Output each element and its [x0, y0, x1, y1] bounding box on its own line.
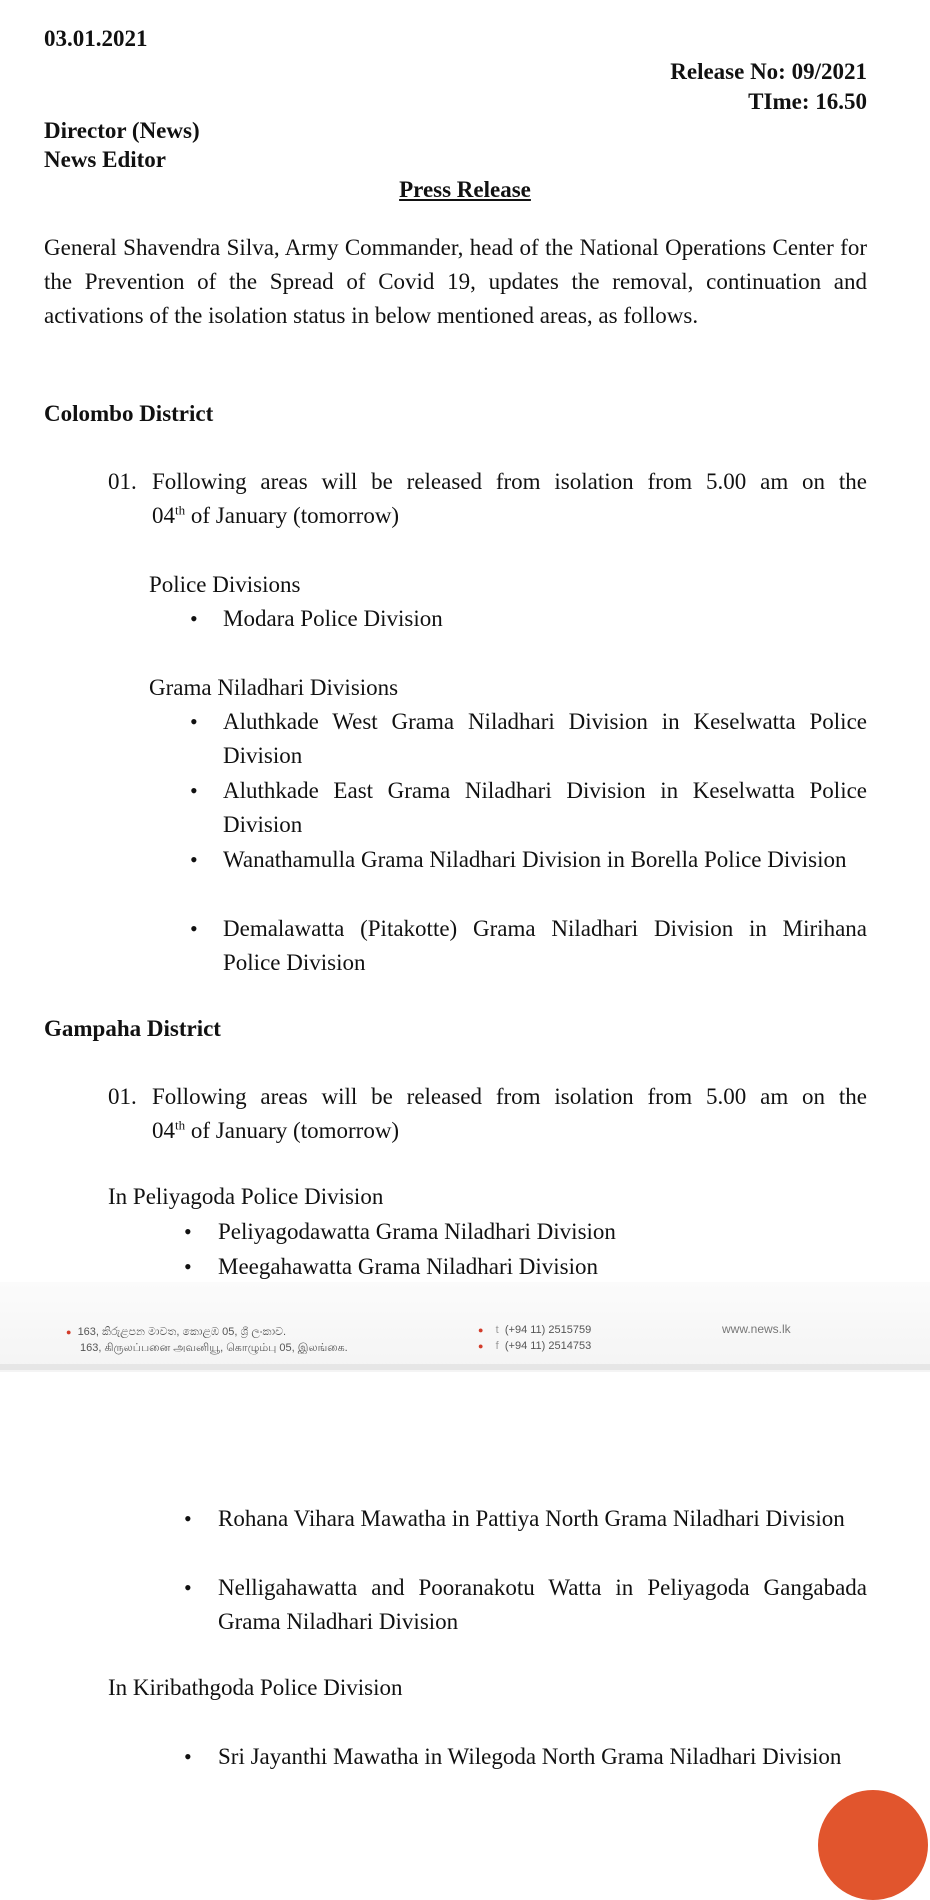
page-divider [0, 1364, 930, 1370]
phone-icon: ● [478, 1325, 484, 1335]
colombo-item-text-line1: Following areas will be released from isolation from 5.00 am on the [152, 469, 867, 494]
colombo-heading: Colombo District [44, 401, 214, 426]
page-title: Press Release [399, 177, 531, 202]
fax-label: f [495, 1340, 499, 1352]
list-item: Aluthkade West Grama Niladhari Division in Keselwatta Police Division [223, 709, 867, 768]
release-date: 03.01.2021 [44, 26, 148, 51]
footer-address-tamil: 163, கிருலப்பனை அவனியூ, கொழும்பு 05, இலங்கை. [80, 1342, 348, 1354]
bullet-icon: • [190, 916, 198, 941]
bullet-icon: • [190, 847, 198, 872]
gampaha-item-text-line2 [152, 1114, 399, 1148]
intro-paragraph: General Shavendra Silva, Army Commander, head of the National Operations Center for the Prevention of the Spread of Covid 19, updates the removal, continuation and activations of the isolation status in below mentioned areas, as follows. [44, 235, 867, 328]
list-item: Wanathamulla Grama Niladhari Division in Borella Police Division [223, 847, 847, 872]
list-item: Sri Jayanthi Mawatha in Wilegoda North Grama Niladhari Division [218, 1744, 842, 1769]
footer-contacts [478, 1322, 591, 1354]
date-day: 04 [152, 1118, 175, 1143]
recipient-editor: News Editor [44, 147, 167, 172]
bullet-icon: • [190, 709, 198, 734]
bullet-icon: • [190, 606, 198, 631]
footer-address-sinhala: 163, කිරුළපන මාවත, කොළඹ 05, ශ්‍රී ලංකාව. [77, 1326, 287, 1338]
bullet-icon: • [184, 1575, 192, 1600]
footer-address [66, 1324, 348, 1356]
date-day: 04 [152, 503, 175, 528]
kiribathgoda-label: In Kiribathgoda Police Division [108, 1675, 403, 1700]
bullet-icon: ● [66, 1327, 72, 1337]
list-item: Meegahawatta Grama Niladhari Division [218, 1254, 599, 1279]
footer-telephone: (+94 11) 2515759 [504, 1324, 592, 1336]
release-number: Release No: 09/2021 [670, 59, 867, 84]
bullet-icon: • [184, 1506, 192, 1531]
bullet-icon: • [190, 778, 198, 803]
gampaha-heading: Gampaha District [44, 1016, 221, 1041]
gampaha-item-text-line1: Following areas will be released from isolation from 5.00 am on the [152, 1084, 867, 1109]
date-rest: of January (tomorrow) [185, 503, 400, 528]
footer-fax: (+94 11) 2514753 [504, 1340, 592, 1352]
fax-icon: ● [478, 1341, 484, 1351]
footer-website[interactable]: www.news.lk [722, 1322, 791, 1336]
tel-label: t [495, 1324, 499, 1336]
release-time: TIme: 16.50 [748, 89, 867, 114]
colombo-item-number: 01. [108, 469, 137, 494]
date-suffix: th [175, 502, 186, 518]
list-item: Peliyagodawatta Grama Niladhari Division [218, 1219, 616, 1244]
bullet-icon: • [184, 1254, 192, 1279]
bullet-icon: • [184, 1219, 192, 1244]
gampaha-item-number: 01. [108, 1084, 137, 1109]
bullet-icon: • [184, 1744, 192, 1769]
gn-divisions-label: Grama Niladhari Divisions [149, 675, 399, 700]
recipient-director: Director (News) [44, 118, 200, 143]
list-item: Nelligahawatta and Pooranakotu Watta in Peliyagoda Gangabada Grama Niladhari Division [218, 1575, 867, 1634]
list-item: Aluthkade East Grama Niladhari Division in Keselwatta Police Division [223, 778, 867, 837]
colombo-item-text-line2 [152, 499, 399, 533]
floating-action-button[interactable] [818, 1790, 928, 1900]
list-item: Rohana Vihara Mawatha in Pattiya North Grama Niladhari Division [218, 1506, 845, 1531]
list-item: Demalawatta (Pitakotte) Grama Niladhari Division in Mirihana Police Division [223, 916, 867, 975]
peliyagoda-label: In Peliyagoda Police Division [108, 1184, 384, 1209]
date-suffix: th [175, 1117, 186, 1133]
date-rest: of January (tomorrow) [185, 1118, 400, 1143]
police-divisions-label: Police Divisions [149, 572, 301, 597]
list-item: Modara Police Division [223, 606, 443, 631]
